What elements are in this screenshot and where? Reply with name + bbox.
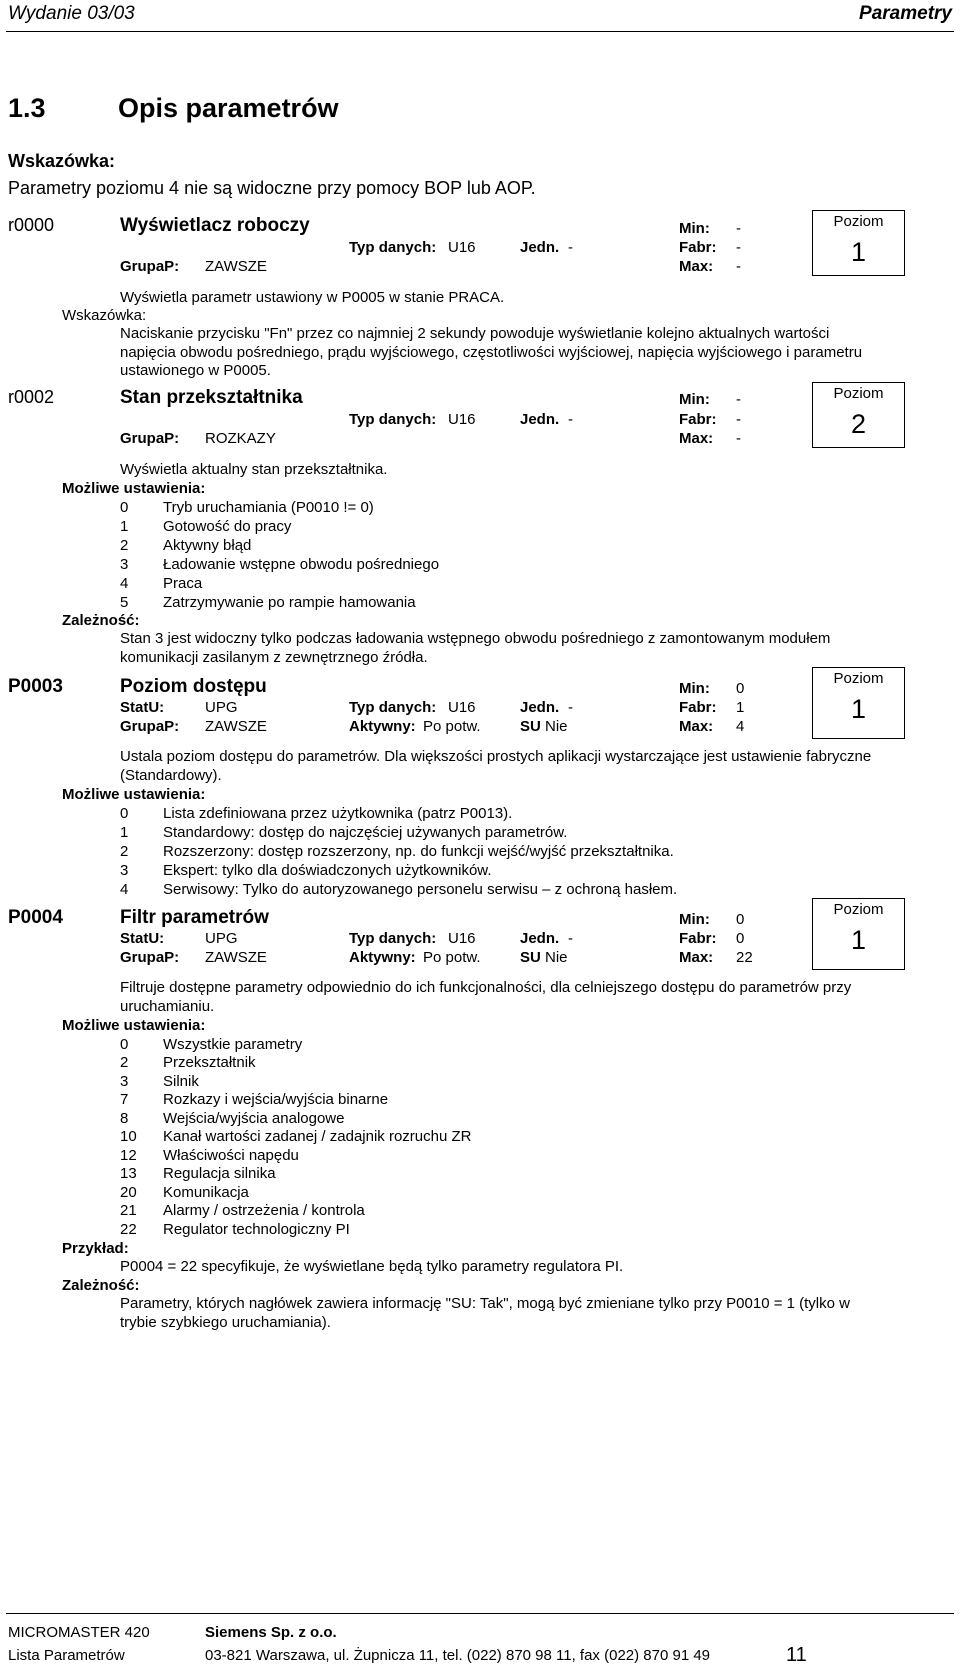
access-level-value: 1 xyxy=(850,924,867,955)
unit-label: Jedn. xyxy=(520,239,560,256)
group-label: GrupaP: xyxy=(120,949,180,966)
setting-value: Ładowanie wstępne obwodu pośredniego xyxy=(163,556,440,573)
setting-value: Wszystkie parametry xyxy=(163,1036,303,1053)
su-label: SU xyxy=(520,949,541,966)
access-level-label: Poziom xyxy=(833,901,884,918)
setting-value: Silnik xyxy=(163,1073,199,1090)
footer-company: Siemens Sp. z o.o. xyxy=(205,1624,337,1641)
param-name: Wyświetlacz roboczy xyxy=(120,215,310,236)
dependency-text: Parametry, których nagłówek zawiera informację "SU: Tak", mogą być zmieniane tylko przy P0010 = 1 (tylko w trybie szybkiego uruchamiania). xyxy=(120,1295,850,1331)
setting-key: 10 xyxy=(120,1128,137,1145)
min-value: 0 xyxy=(736,911,745,928)
setting-key: 8 xyxy=(120,1110,129,1127)
group-value: ZAWSZE xyxy=(205,949,267,966)
min-label: Min: xyxy=(679,911,710,928)
setting-value: Gotowość do pracy xyxy=(163,518,292,535)
group-label: GrupaP: xyxy=(120,258,180,275)
access-level-label: Poziom xyxy=(833,670,884,687)
unit-label: Jedn. xyxy=(520,411,560,428)
su-value: Nie xyxy=(545,949,568,966)
data-type-label: Typ danych: xyxy=(349,239,437,256)
setting-key: 22 xyxy=(120,1221,137,1238)
max-label: Max: xyxy=(679,949,714,966)
max-value: 22 xyxy=(736,949,753,966)
param-id: r0002 xyxy=(8,387,55,407)
setting-value: Serwisowy: Tylko do autoryzowanego personelu serwisu – z ochroną hasłem. xyxy=(163,881,678,898)
su-value: Nie xyxy=(545,718,568,735)
setting-value: Regulator technologiczny PI xyxy=(163,1221,350,1238)
setting-value: Zatrzymywanie po rampie hamowania xyxy=(163,594,416,611)
data-type-value: U16 xyxy=(448,239,476,256)
unit-label: Jedn. xyxy=(520,699,560,716)
setting-value: Standardowy: dostęp do najczęściej używanych parametrów. xyxy=(163,824,568,841)
section-title: Opis parametrów xyxy=(118,93,339,123)
settings-title: Możliwe ustawienia: xyxy=(62,480,206,497)
setting-value: Lista zdefiniowana przez użytkownika (patrz P0013). xyxy=(163,805,513,822)
setting-key: 2 xyxy=(120,1054,129,1071)
setting-key: 5 xyxy=(120,594,129,611)
group-value: ZAWSZE xyxy=(205,258,267,275)
dependency-title: Zależność: xyxy=(62,612,140,629)
setting-value: Alarmy / ostrzeżenia / kontrola xyxy=(163,1202,365,1219)
setting-key: 4 xyxy=(120,881,129,898)
intro-note-title: Wskazówka: xyxy=(8,151,116,171)
intro-note-text: Parametry poziomu 4 nie są widoczne przy pomocy BOP lub AOP. xyxy=(8,178,536,198)
active-label: Aktywny: xyxy=(349,949,416,966)
min-label: Min: xyxy=(679,391,710,408)
data-type-value: U16 xyxy=(448,411,476,428)
access-level-box xyxy=(812,210,905,276)
setting-key: 12 xyxy=(120,1147,137,1164)
setting-key: 13 xyxy=(120,1165,137,1182)
unit-value: - xyxy=(568,239,573,256)
example-title: Przykład: xyxy=(62,1240,129,1257)
setting-value: Wejścia/wyjścia analogowe xyxy=(163,1110,345,1127)
access-level-value: 1 xyxy=(850,693,867,724)
setting-key: 1 xyxy=(120,824,129,841)
example-text: P0004 = 22 specyfikuje, że wyświetlane będą tylko parametry regulatora PI. xyxy=(120,1258,624,1275)
setting-value: Aktywny błąd xyxy=(163,537,252,554)
setting-key: 20 xyxy=(120,1184,137,1201)
default-label: Fabr: xyxy=(679,411,717,428)
min-value: - xyxy=(736,220,741,237)
unit-value: - xyxy=(568,930,573,947)
setting-key: 3 xyxy=(120,1073,129,1090)
param-description: Filtruje dostępne parametry odpowiednio do ich funkcjonalności, dla celniejszego dostępu do parametrów przy uruchamianiu. xyxy=(120,979,852,1015)
settings-title: Możliwe ustawienia: xyxy=(62,1017,206,1034)
max-label: Max: xyxy=(679,718,714,735)
unit-value: - xyxy=(568,411,573,428)
max-label: Max: xyxy=(679,430,714,447)
footer-doc-title: Lista Parametrów xyxy=(8,1647,125,1664)
setting-value: Przekształtnik xyxy=(163,1054,256,1071)
active-value: Po potw. xyxy=(423,949,481,966)
active-value: Po potw. xyxy=(423,718,481,735)
setting-value: Praca xyxy=(163,575,203,592)
default-label: Fabr: xyxy=(679,239,717,256)
setting-key: 21 xyxy=(120,1202,137,1219)
footer-address: 03-821 Warszawa, ul. Żupnicza 11, tel. (022) 870 98 11, fax (022) 870 91 49 xyxy=(205,1647,711,1664)
status-label: StatU: xyxy=(120,699,165,716)
param-description: Wyświetla parametr ustawiony w P0005 w stanie PRACA. xyxy=(120,289,505,306)
note-text: Naciskanie przycisku "Fn" przez co najmniej 2 sekundy powoduje wyświetlanie kolejno aktualnych wartości napięcia obwodu pośredniego, prądu wyjściowego, częstotliwości wyjściowej, napięcia wyjściowego i parametru ustawionego w P0005. xyxy=(120,325,863,379)
min-label: Min: xyxy=(679,220,710,237)
status-label: StatU: xyxy=(120,930,165,947)
param-id: P0003 xyxy=(8,676,63,697)
max-value: 4 xyxy=(736,718,745,735)
data-type-value: U16 xyxy=(448,930,476,947)
dependency-title: Zależność: xyxy=(62,1277,140,1294)
param-name: Stan przekształtnika xyxy=(120,387,303,408)
group-label: GrupaP: xyxy=(120,718,180,735)
param-id: P0004 xyxy=(8,907,63,928)
default-value: - xyxy=(736,411,741,428)
default-label: Fabr: xyxy=(679,930,717,947)
param-name: Filtr parametrów xyxy=(120,907,269,928)
default-value: - xyxy=(736,239,741,256)
group-label: GrupaP: xyxy=(120,430,180,447)
page-number: 11 xyxy=(786,1644,807,1666)
active-label: Aktywny: xyxy=(349,718,416,735)
default-label: Fabr: xyxy=(679,699,717,716)
setting-key: 3 xyxy=(120,862,129,879)
setting-key: 2 xyxy=(120,843,129,860)
setting-value: Ekspert: tylko dla doświadczonych użytkowników. xyxy=(163,862,492,879)
setting-key: 2 xyxy=(120,537,129,554)
unit-label: Jedn. xyxy=(520,930,560,947)
header-divider xyxy=(6,31,954,32)
group-value: ROZKAZY xyxy=(205,430,276,447)
access-level-box xyxy=(812,382,905,448)
access-level-box xyxy=(812,667,905,739)
status-value: UPG xyxy=(205,699,238,716)
setting-key: 3 xyxy=(120,556,129,573)
su-label: SU xyxy=(520,718,541,735)
access-level-value: 2 xyxy=(850,408,867,439)
setting-value: Właściwości napędu xyxy=(163,1147,299,1164)
unit-value: - xyxy=(568,699,573,716)
data-type-label: Typ danych: xyxy=(349,699,437,716)
setting-value: Rozkazy i wejścia/wyjścia binarne xyxy=(163,1091,389,1108)
header-edition: Wydanie 03/03 xyxy=(8,3,135,24)
min-label: Min: xyxy=(679,680,710,697)
data-type-label: Typ danych: xyxy=(349,930,437,947)
setting-key: 0 xyxy=(120,1036,129,1053)
footer-divider xyxy=(6,1613,954,1614)
setting-value: Rozszerzony: dostęp rozszerzony, np. do funkcji wejść/wyjść przekształtnika. xyxy=(163,843,674,860)
header-section: Parametry xyxy=(859,3,952,24)
access-level-value: 1 xyxy=(850,236,867,267)
note-title: Wskazówka: xyxy=(62,307,147,324)
setting-value: Kanał wartości zadanej / zadajnik rozruchu ZR xyxy=(163,1128,472,1145)
setting-key: 0 xyxy=(120,499,129,516)
data-type-label: Typ danych: xyxy=(349,411,437,428)
param-description: Ustala poziom dostępu do parametrów. Dla większości prostych aplikacji wystarczające jest ustawienie fabryczne (Standardowy). xyxy=(120,748,872,784)
setting-key: 4 xyxy=(120,575,129,592)
param-name: Poziom dostępu xyxy=(120,676,267,697)
param-description: Wyświetla aktualny stan przekształtnika. xyxy=(120,461,388,478)
setting-value: Regulacja silnika xyxy=(163,1165,276,1182)
group-value: ZAWSZE xyxy=(205,718,267,735)
max-label: Max: xyxy=(679,258,714,275)
footer-product: MICROMASTER 420 xyxy=(8,1624,150,1641)
default-value: 0 xyxy=(736,930,745,947)
setting-key: 7 xyxy=(120,1091,129,1108)
status-value: UPG xyxy=(205,930,238,947)
access-level-box xyxy=(812,898,905,970)
setting-key: 1 xyxy=(120,518,129,535)
setting-value: Komunikacja xyxy=(163,1184,249,1201)
param-id: r0000 xyxy=(8,215,55,235)
settings-title: Możliwe ustawienia: xyxy=(62,786,206,803)
access-level-label: Poziom xyxy=(833,385,884,402)
data-type-value: U16 xyxy=(448,699,476,716)
setting-value: Tryb uruchamiania (P0010 != 0) xyxy=(163,499,374,516)
max-value: - xyxy=(736,430,741,447)
default-value: 1 xyxy=(736,699,745,716)
max-value: - xyxy=(736,258,741,275)
setting-key: 0 xyxy=(120,805,129,822)
min-value: - xyxy=(736,391,741,408)
min-value: 0 xyxy=(736,680,745,697)
section-number: 1.3 xyxy=(8,93,46,123)
access-level-label: Poziom xyxy=(833,213,884,230)
dependency-text: Stan 3 jest widoczny tylko podczas ładowania wstępnego obwodu pośredniego z zamontowanym modułem komunikacji zasilanym z zewnętrznego źródła. xyxy=(120,630,831,666)
